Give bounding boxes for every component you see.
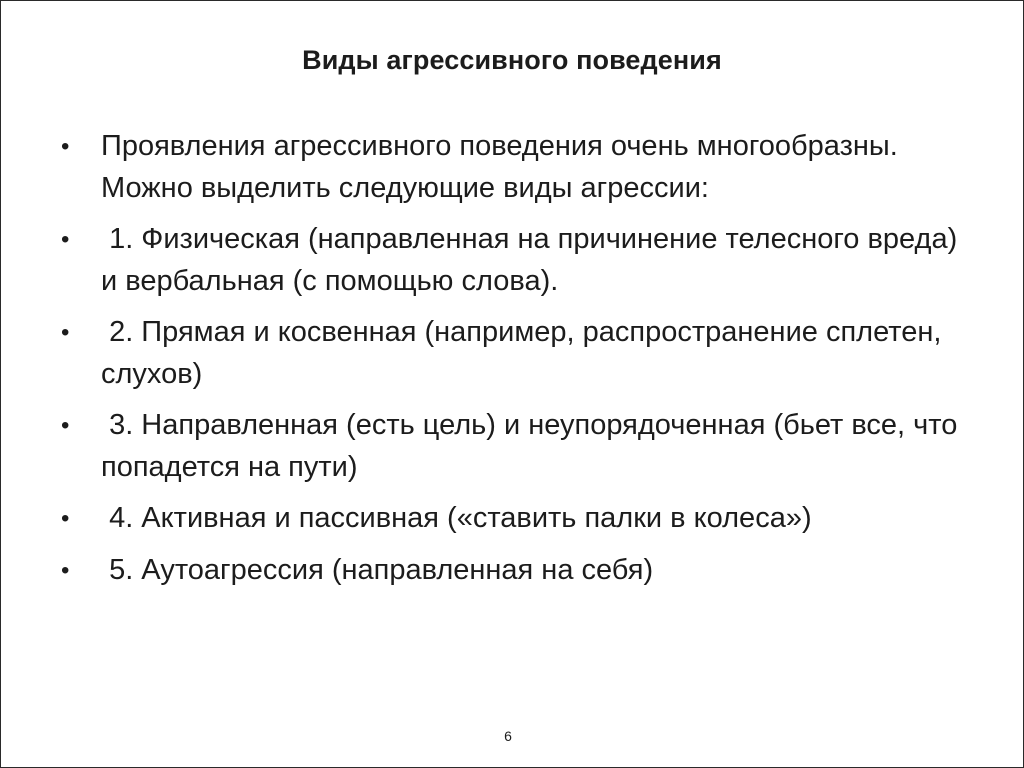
- bullet-text: 3. Направленная (есть цель) и неупорядоченная (бьет все, что попадется на пути): [101, 409, 966, 483]
- bullet-item: [61, 312, 981, 395]
- bullet-text: 4. Активная и пассивная («ставить палки в колеса»): [101, 502, 812, 534]
- bullet-item: [61, 219, 981, 302]
- bullet-dot-icon: •: [61, 505, 70, 532]
- bullet-dot-icon: •: [61, 556, 70, 584]
- slide-title: Виды агрессивного поведения: [302, 45, 722, 75]
- bullet-item: [61, 126, 981, 209]
- bullet-item: [61, 550, 981, 592]
- bullet-item: [61, 498, 981, 540]
- bullet-dot-icon: •: [61, 319, 70, 346]
- bullet-text: 5. Аутоагрессия (направленная на себя): [101, 553, 654, 586]
- bullet-text: Проявления агрессивного поведения очень многообразны. Можно выделить следующие виды агрессии:: [101, 130, 906, 204]
- page-number: 6: [504, 728, 512, 744]
- bullet-dot-icon: •: [61, 226, 70, 253]
- bullet-text: 2. Прямая и косвенная (например, распространение сплетен, слухов): [101, 316, 950, 390]
- bullet-text: 1. Физическая (направленная на причинение телесного вреда) и вербальная (с помощью слова).: [101, 223, 966, 297]
- bullet-dot-icon: •: [61, 133, 70, 160]
- bullet-dot-icon: •: [61, 412, 70, 439]
- bullet-list: [61, 126, 981, 601]
- bullet-item: [61, 405, 981, 488]
